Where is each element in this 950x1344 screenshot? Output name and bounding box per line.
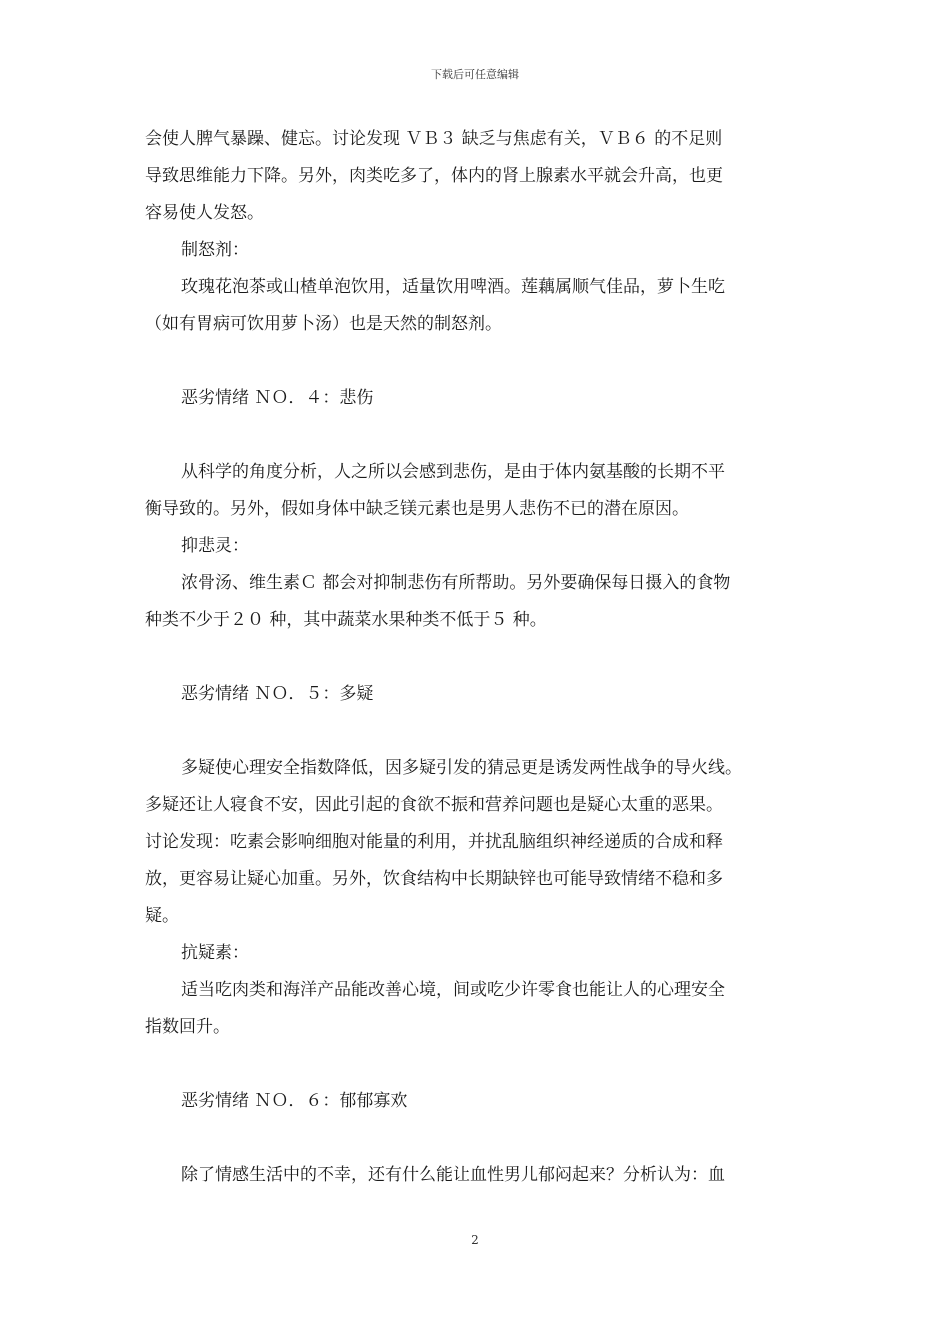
body-line: 种类不少于２０ 种，其中蔬菜水果种类不低于５ 种。 xyxy=(145,610,547,630)
body-line: 浓骨汤、维生素Ｃ 都会对抑制悲伤有所帮助。另外要确保每日摄入的食物 xyxy=(181,573,731,593)
body-line: 导致思维能力下降。另外，肉类吃多了，体内的肾上腺素水平就会升高，也更 xyxy=(145,166,723,186)
body-line: 讨论发现：吃素会影响细胞对能量的利用，并扰乱脑组织神经递质的合成和释 xyxy=(145,832,723,852)
section-label: 抑悲灵： xyxy=(181,536,249,556)
body-line: 会使人脾气暴躁、健忘。讨论发现 ＶＢ３ 缺乏与焦虑有关，ＶＢ６ 的不足则 xyxy=(145,129,723,149)
body-line: 容易使人发怒。 xyxy=(145,203,264,223)
body-line: 疑。 xyxy=(145,906,179,926)
document-body xyxy=(145,121,815,1194)
body-line: 放，更容易让疑心加重。另外，饮食结构中长期缺锌也可能导致情绪不稳和多 xyxy=(145,869,723,889)
blank-line xyxy=(145,713,815,750)
body-line: 指数回升。 xyxy=(145,1017,230,1037)
blank-line xyxy=(145,1046,815,1083)
body-line: 除了情感生活中的不幸，还有什么能让血性男儿郁闷起来？分析认为：血 xyxy=(181,1165,725,1185)
blank-line xyxy=(145,639,815,676)
section-label: 制怒剂： xyxy=(181,240,249,260)
page-number: 2 xyxy=(471,1233,479,1247)
body-line: 从科学的角度分析，人之所以会感到悲伤，是由于体内氨基酸的长期不平 xyxy=(181,462,725,482)
blank-line xyxy=(145,417,815,454)
body-line: 多疑使心理安全指数降低，因多疑引发的猜忌更是诱发两性战争的导火线。 xyxy=(181,758,742,778)
body-line: 适当吃肉类和海洋产品能改善心境，间或吃少许零食也能让人的心理安全 xyxy=(181,980,725,1000)
section-heading: 恶劣情绪 ＮＯ．６：郁郁寡欢 xyxy=(181,1091,408,1111)
blank-line xyxy=(145,1120,815,1157)
body-line: 多疑还让人寝食不安，因此引起的食欲不振和营养问题也是疑心太重的恶果。 xyxy=(145,795,723,815)
page-header: 下载后可任意编辑 xyxy=(431,68,519,81)
blank-line xyxy=(145,343,815,380)
section-heading: 恶劣情绪 ＮＯ．４：悲伤 xyxy=(181,388,374,408)
body-line: 玫瑰花泡茶或山楂单泡饮用，适量饮用啤酒。莲藕属顺气佳品，萝卜生吃 xyxy=(181,277,725,297)
section-heading: 恶劣情绪 ＮＯ．５：多疑 xyxy=(181,684,374,704)
section-label: 抗疑素： xyxy=(181,943,249,963)
body-line: （如有胃病可饮用萝卜汤）也是天然的制怒剂。 xyxy=(145,314,502,334)
body-line: 衡导致的。另外，假如身体中缺乏镁元素也是男人悲伤不已的潜在原因。 xyxy=(145,499,689,519)
